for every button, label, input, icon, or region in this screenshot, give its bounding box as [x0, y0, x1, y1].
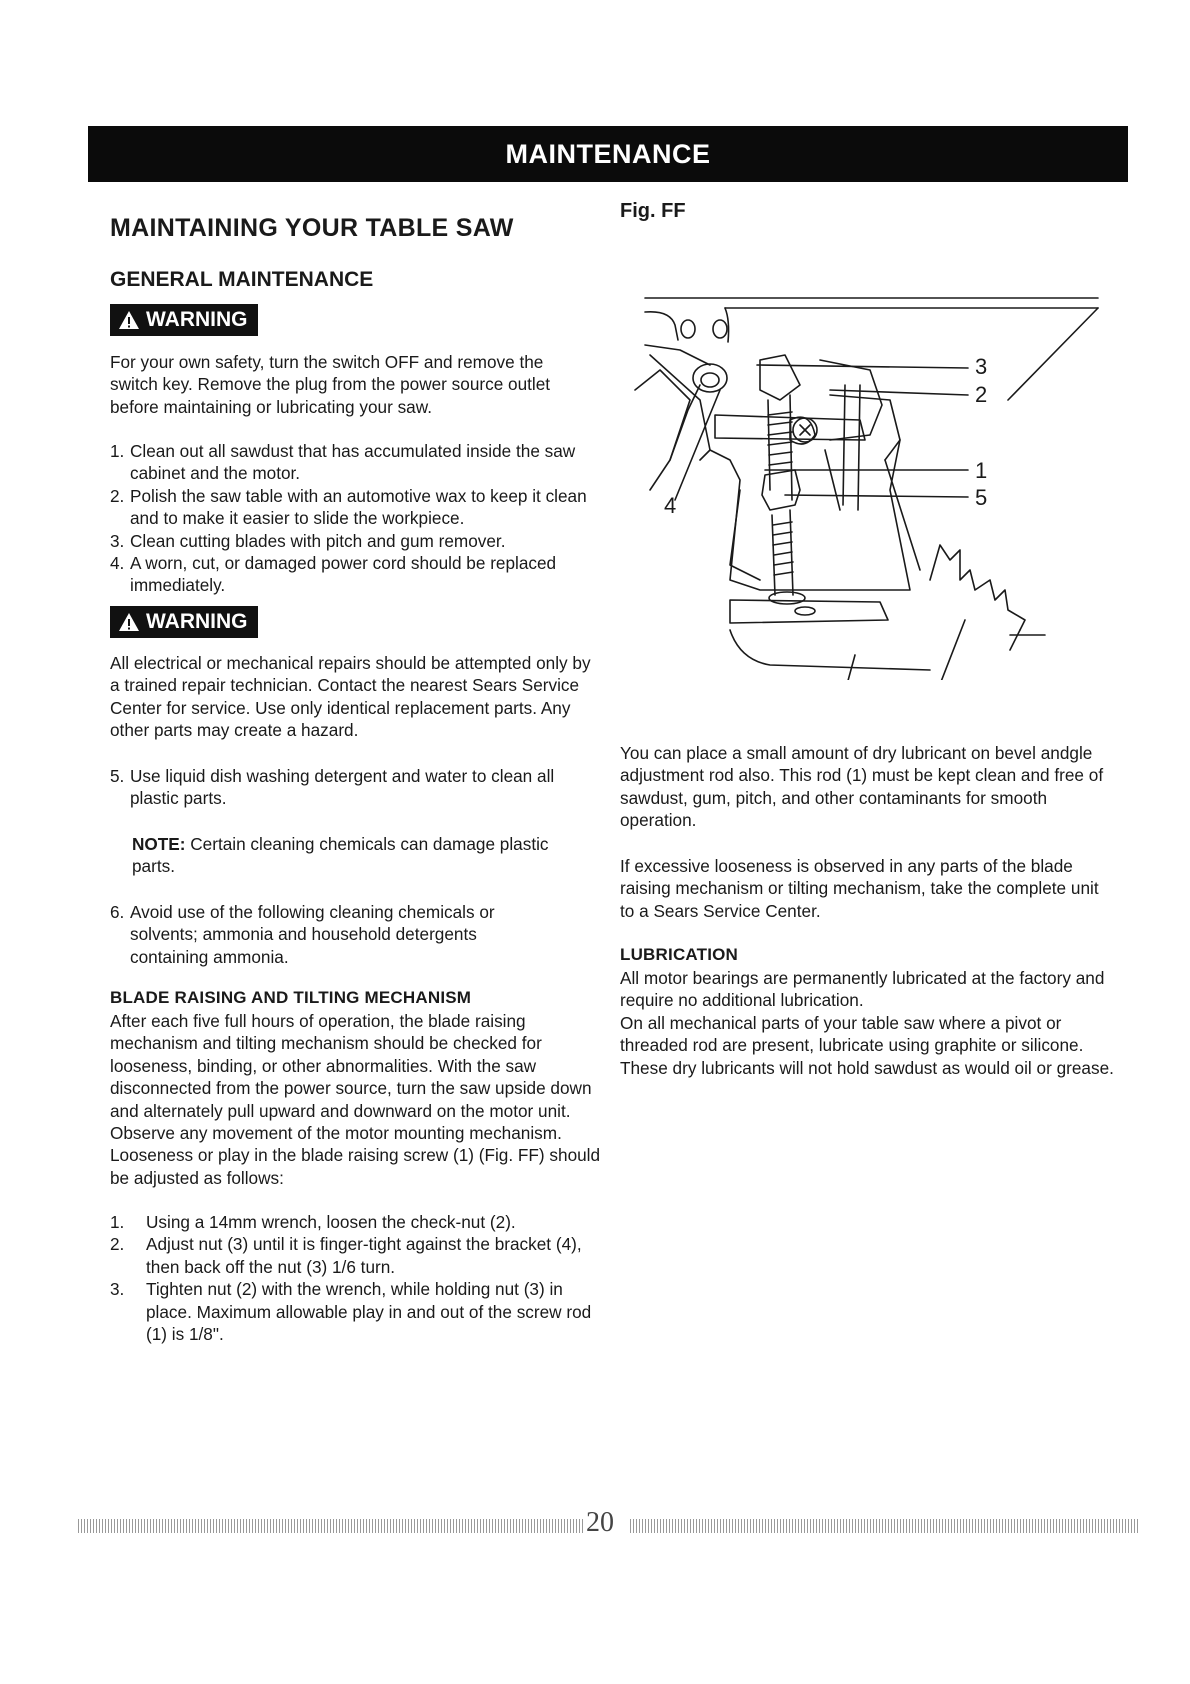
paragraph: On all mechanical parts of your table saw where a pivot or threaded rod are present, lubricate using graphite or silicone. These dry lubricants will not hold sawdust as would oil or grease.	[620, 1013, 1114, 1078]
list-item: 2. Polish the saw table with an automotive wax to keep it clean and to make it easier to slide the workpiece.	[110, 485, 587, 529]
list-item: 3. Tighten nut (2) with the wrench, while holding nut (3) in place. Maximum allowable play in and out of the screw rod (1) is 1/8".	[110, 1279, 592, 1345]
warning-text: For your own safety, turn the switch OFF and remove the switch key. Remove the plug from the power source outlet before maintaining or lubricating your saw.	[110, 352, 551, 417]
list-item: 1. Using a 14mm wrench, loosen the check-nut (2).	[110, 1212, 516, 1232]
note: NOTE: Certain cleaning chemicals can damage plastic parts.	[132, 834, 549, 877]
warning-triangle-icon	[118, 612, 140, 632]
maintenance-list	[110, 765, 600, 810]
warning-badge	[110, 304, 258, 336]
paragraph: All motor bearings are permanently lubricated at the factory and require no additional lubrication.	[620, 968, 1105, 1011]
warning-badge	[110, 606, 258, 638]
callout-4: 4	[664, 493, 677, 518]
page-number: 20	[586, 1507, 614, 1538]
footer-band-left	[78, 1519, 583, 1533]
section-subtitle: GENERAL MAINTENANCE	[110, 268, 374, 291]
paragraph: After each five full hours of operation, the blade raising mechanism and tilting mechanism should be checked for looseness, binding, or other abnormalities. With the saw disconnected from the power source, turn the saw upside down and alternately pull upward and downward on the motor unit. Observe any movement of the motor mounting mechanism. Looseness or play in the blade raising screw (1) (Fig. FF) should be adjusted as follows:	[110, 1011, 601, 1188]
warning-label: WARNING	[146, 308, 248, 331]
callout-3: 3	[975, 354, 988, 379]
page-title: MAINTAINING YOUR TABLE SAW	[110, 214, 514, 242]
section-heading: LUBRICATION	[620, 945, 739, 964]
maintenance-list	[110, 901, 550, 968]
maintenance-list	[110, 440, 600, 597]
list-item: 2. Adjust nut (3) until it is finger-tight against the bracket (4), then back off the nut (3) 1/6 turn.	[110, 1234, 582, 1277]
callout-1: 1	[975, 458, 988, 483]
adjustment-steps	[110, 1211, 610, 1345]
warning-text: All electrical or mechanical repairs should be attempted only by a trained repair technician. Contact the nearest Sears Service Center for service. Use only identical replacement parts. Any other parts may create a hazard.	[110, 653, 591, 741]
callout-5: 5	[975, 485, 988, 510]
callout-2: 2	[975, 382, 988, 407]
footer-band-right	[630, 1519, 1138, 1533]
paragraph: If excessive looseness is observed in any parts of the blade raising mechanism or tilting mechanism, take the complete unit to a Sears Service Center.	[620, 856, 1099, 921]
section-heading: BLADE RAISING AND TILTING MECHANISM	[110, 988, 472, 1007]
list-item: 5. Use liquid dish washing detergent and water to clean all plastic parts.	[110, 766, 555, 809]
list-item: 6. Avoid use of the following cleaning chemicals or solvents; ammonia and household detergents containing ammonia.	[110, 902, 495, 967]
paragraph: You can place a small amount of dry lubricant on bevel andgle adjustment rod also. This rod (1) must be kept clean and free of sawdust, gum, pitch, and other contaminants for smooth operation.	[620, 743, 1104, 831]
blade-mechanism-illustration	[630, 290, 1110, 680]
list-item: 1. Clean out all sawdust that has accumulated inside the saw cabinet and the motor.	[110, 441, 576, 484]
warning-label: WARNING	[146, 610, 248, 633]
figure-label: Fig. FF	[620, 200, 686, 222]
warning-triangle-icon	[118, 310, 140, 330]
list-item: 3. Clean cutting blades with pitch and gum remover.	[110, 530, 506, 551]
list-item: 4. A worn, cut, or damaged power cord should be replaced immediately.	[110, 553, 557, 596]
section-header: MAINTENANCE	[88, 126, 1128, 182]
note-label: NOTE:	[132, 834, 186, 854]
